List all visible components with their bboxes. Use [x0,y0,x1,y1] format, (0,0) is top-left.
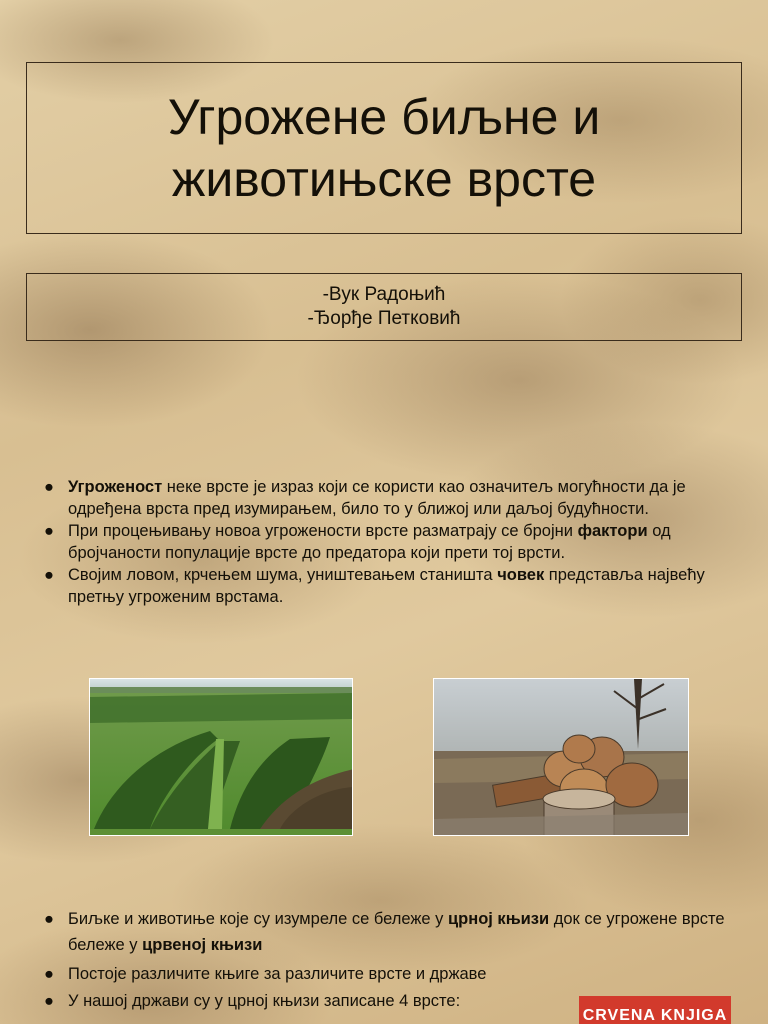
bullet-factors [34,520,734,564]
bullet-human [34,564,734,608]
author-1: -Вук Радоњић [322,284,446,305]
title-box [26,62,742,234]
bullet-icon: ● [44,566,54,584]
bullet-text: Својим ловом, крчењем шума, уништевањем станишта [68,566,498,584]
bullet-text: представља највећу претњу угроженим врстама. [68,566,705,606]
deforested-forest-image [90,679,353,836]
bullet-text: неке врсте је израз који се користи као означитељ могућности да је одређена врста пред изумирањем, било то у ближој или даљој будућности. [68,478,686,518]
bullet-books [34,906,734,958]
top-bullet-list [34,476,734,608]
bullet-endangerment [34,476,734,520]
bullet-bold: човек [497,566,545,584]
title-line-2: животињске врсте [171,151,597,207]
author-2: -Ђорђе Петковић [307,308,461,329]
bullet-icon: ● [44,478,54,496]
page-title [168,86,601,210]
bullet-text: При процењивању новоа угрожености врсте разматрају се бројни [68,522,578,540]
bullet-icon: ● [44,522,54,540]
bullet-text: Постоје различите књиге за различите врсте и државе [68,965,487,983]
bullet-bold: црвеној књизи [142,936,263,954]
bullet-bold: фактори [577,522,648,540]
logs-photo [433,678,689,836]
bullet-text: док се угрожене врсте бележе у [68,910,725,954]
bullet-bold: црној књизи [448,910,550,928]
bullet-different-books [34,963,734,985]
red-book-cover [579,996,731,1024]
forest-photo [89,678,353,836]
authors-box [26,273,742,341]
bullet-icon: ● [44,910,54,928]
bullet-text: У нашој држави су у црној књизи записане 4 врсте: [68,992,461,1010]
bullet-bold: Угроженост [68,478,163,496]
cut-logs-image [434,679,689,836]
bullet-icon: ● [44,992,54,1010]
bullet-text: Биљке и животиње које су изумреле се бележе у [68,910,448,928]
bullet-icon: ● [44,965,54,983]
bullet-text: од бројчаности популације врсте до предатора који прети тој врсти. [68,522,671,562]
red-book-label: CRVENA KNJIGA [582,1007,728,1024]
title-line-1: Угрожене биљне и [167,89,601,145]
